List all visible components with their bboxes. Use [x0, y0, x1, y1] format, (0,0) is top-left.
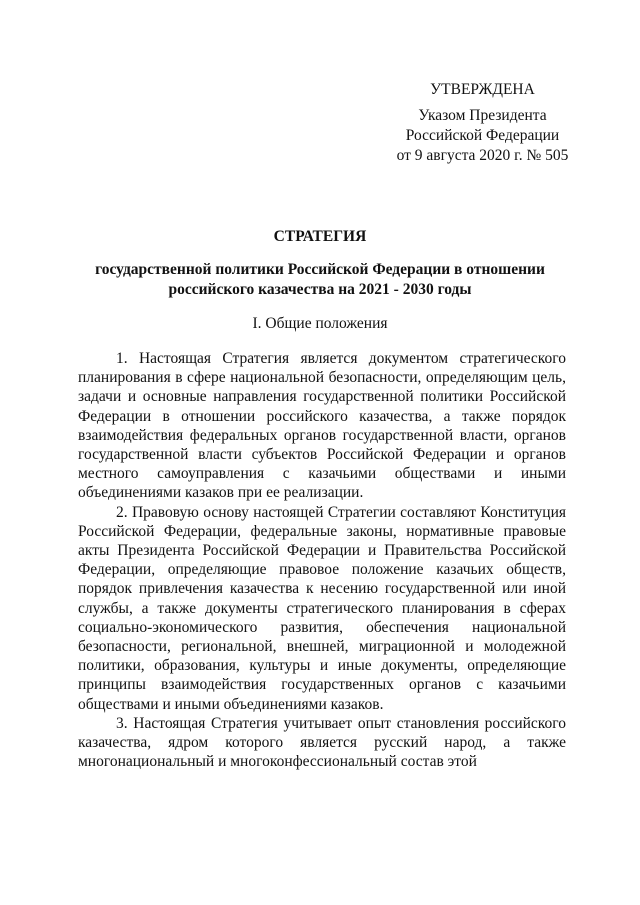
approval-country: Российской Федерации [405, 127, 560, 144]
approval-issuer: Указом Президента [418, 107, 547, 124]
paragraph-1: 1. Настоящая Стратегия является документом стратегического планирования в сфере национальной безопасности, определяющим цель, задачи и основные направления государственной политики Российской Федерации в отношении российского казачества, а также порядок взаимодействия федеральных органов государственной власти, органов государственной власти субъектов Российской Федерации и органов местного самоуправления с казачьими обществами и иными объединениями казаков при ее реализации. [78, 350, 566, 502]
document-subtitle-line-1: государственной политики Российской Федерации в отношении [95, 261, 545, 278]
approval-stamp [345, 80, 620, 166]
paragraph-3: 3. Настоящая Стратегия учитывает опыт становления российского казачества, ядром которого является русский народ, а также многонациональный и многоконфессиональный состав этой [78, 714, 566, 771]
document-type: СТРАТЕГИЯ [273, 228, 367, 245]
document-heading [68, 227, 572, 300]
document-subtitle-line-2: российского казачества на 2021 - 2030 годы [168, 281, 472, 298]
approval-status: УТВЕРЖДЕНА [430, 81, 535, 98]
approval-decree: от 9 августа 2020 г. № 505 [396, 147, 569, 164]
document-body [78, 349, 566, 771]
section-title: I. Общие положения [252, 315, 388, 332]
paragraph-2: 2. Правовую основу настоящей Стратегии составляют Конституция Российской Федерации, федеральные законы, нормативные правовые акты Президента Российской Федерации и Правительства Российской Федерации, определяющие правовое положение казачьих обществ, порядок привлечения казачества к несению государственной или иной службы, а также документы стратегического планирования в сферах социально-экономического развития, обеспечения национальной безопасности, региональной, внешней, миграционной и молодежной политики, образования, культуры и иные документы, определяющие принципы взаимодействия государственных органов с казачьими обществами и иными объединениями казаков. [78, 503, 566, 713]
